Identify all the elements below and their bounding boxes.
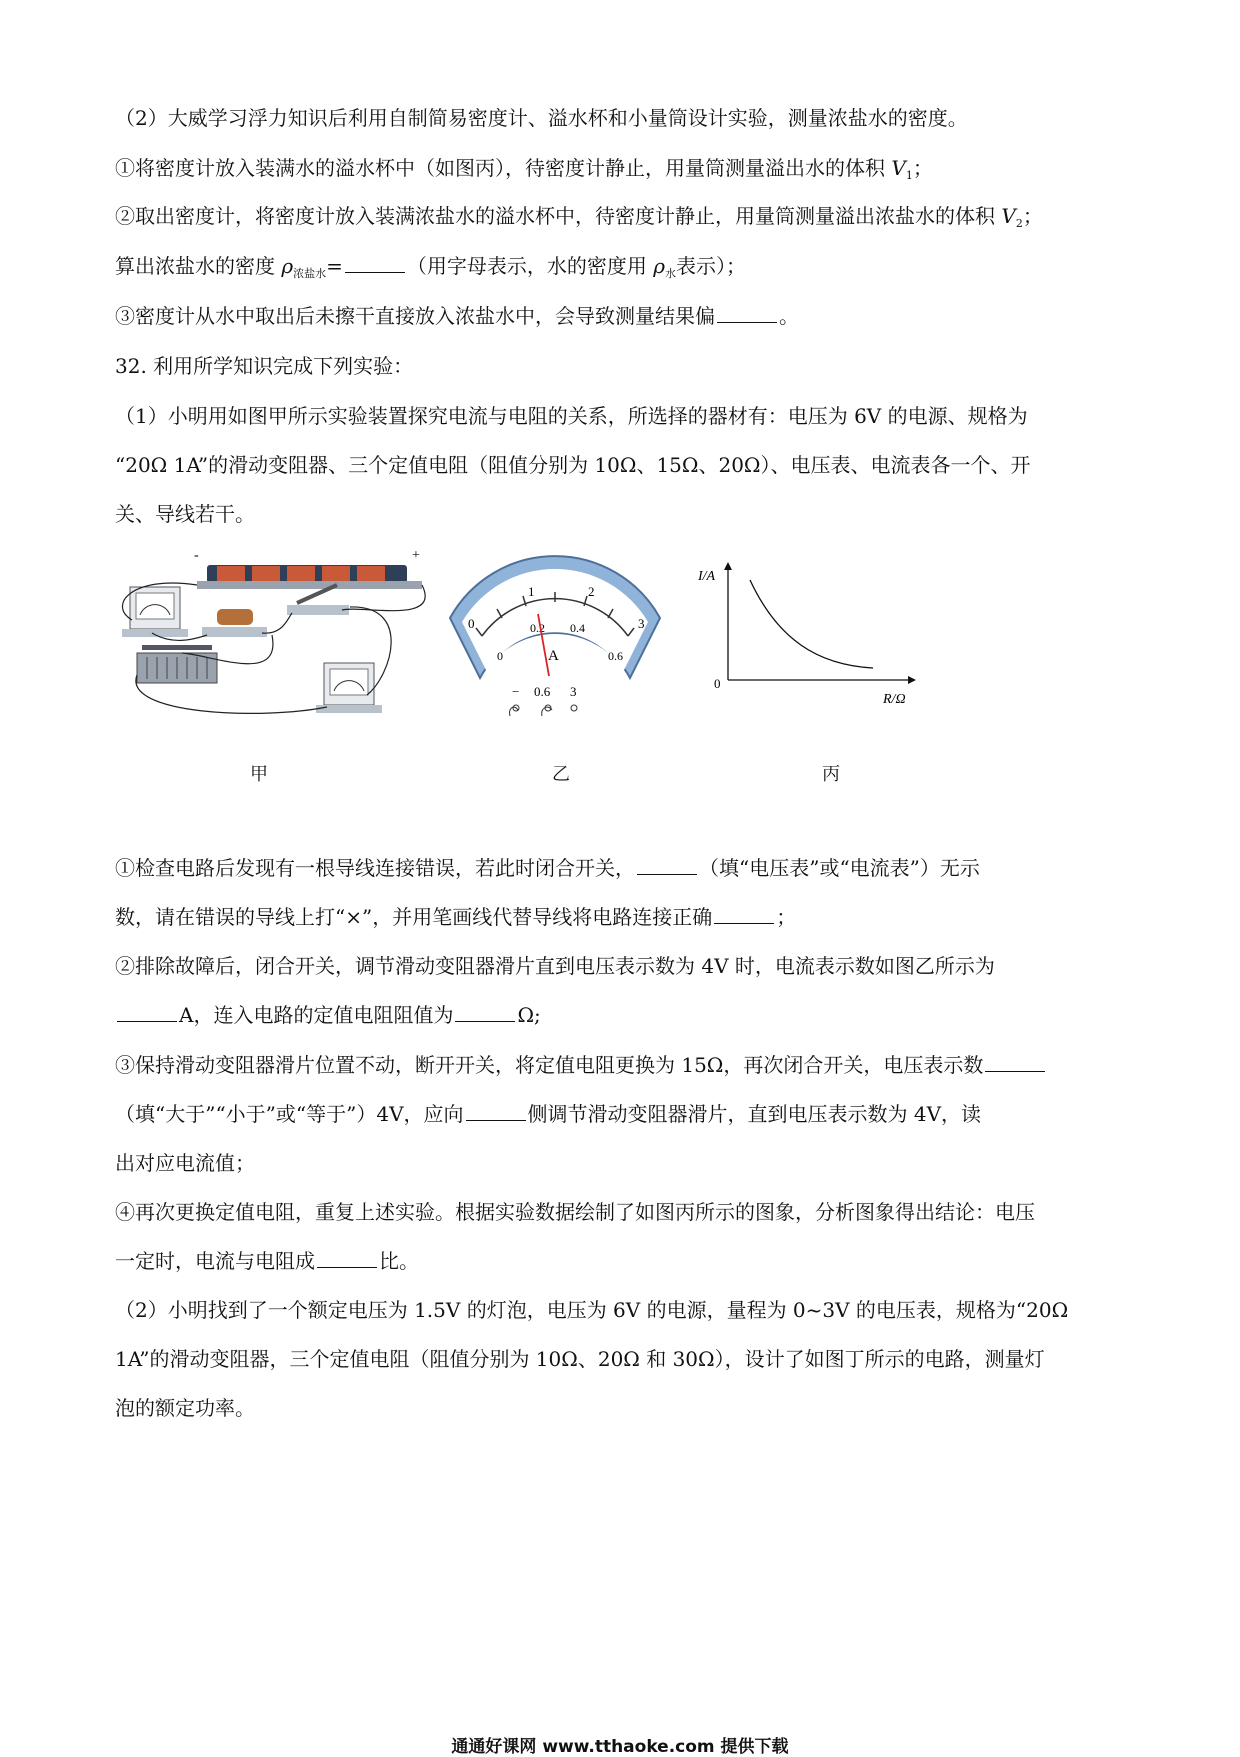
question-32-title: 32. 利用所学知识完成下列实验： <box>115 354 414 378</box>
sub-2-line2: A，连入电路的定值电阻阻值为 Ω; <box>115 1002 541 1028</box>
question-32-2-line3: 泡的额定功率。 <box>115 1396 255 1420</box>
inverse-curve <box>750 580 873 668</box>
sub-3-line2: （填“大于”“小于”或“等于”）4V，应向 侧调节滑动变阻器滑片，直到电压表示数为 4V，读 <box>115 1102 982 1126</box>
answer-blank[interactable] <box>117 1003 177 1022</box>
switch <box>287 585 349 615</box>
top-tick-2: 2 <box>588 584 595 599</box>
ammeter-right <box>316 663 382 713</box>
circuit-apparatus-figure <box>112 545 452 745</box>
bottom-tick-0-2: 0.2 <box>530 621 545 635</box>
step-2-formula: 算出浓盐水的密度 $\rho_{浓盐水}=$ （用字母表示，水的密度用 $\rho_水$表示）； <box>115 254 747 280</box>
bottom-tick-0-6: 0.6 <box>608 649 623 663</box>
top-tick-1: 1 <box>528 584 535 599</box>
answer-blank[interactable] <box>345 254 405 273</box>
terminal-0-6: 0.6 <box>534 684 551 699</box>
bottom-tick-0-4: 0.4 <box>570 621 585 635</box>
terminal-negative: − <box>512 684 520 699</box>
current-resistance-graph <box>688 560 928 710</box>
sub-1-line1: ①检查电路后发现有一根导线连接错误，若此时闭合开关， （填“电压表”或“电流表”）无示 <box>115 856 980 880</box>
step-3: ③密度计从水中取出后未擦干直接放入浓盐水中，会导致测量结果偏 。 <box>115 304 799 328</box>
answer-blank[interactable] <box>466 1102 526 1121</box>
fixed-resistor <box>202 609 267 637</box>
svg-text:-: - <box>194 548 199 563</box>
top-tick-3: 3 <box>638 616 645 631</box>
sub-4-line1: ④再次更换定值电阻，重复上述实验。根据实验数据绘制了如图丙所示的图象，分析图象得出结论：电压 <box>115 1200 1035 1224</box>
caption-jia: 甲 <box>250 764 268 785</box>
question-2-intro: （2）大威学习浮力知识后利用自制简易密度计、溢水杯和小量筒设计实验，测量浓盐水的密度。 <box>115 106 968 130</box>
question-32-2-line1: （2）小明找到了一个额定电压为 1.5V 的灯泡，电压为 6V 的电源，量程为 0~3V 的电压表，规格为“20Ω <box>115 1298 1069 1322</box>
caption-bing: 丙 <box>822 764 840 785</box>
terminal-3: 3 <box>570 684 577 699</box>
sub-2-line1: ②排除故障后，闭合开关，调节滑动变阻器滑片直到电压表示数为 4V 时，电流表示数如图乙所示为 <box>115 954 995 978</box>
question-32-1-line1: （1）小明用如图甲所示实验装置探究电流与电阻的关系，所选择的器材有：电压为 6V 的电源、规格为 <box>115 404 1028 428</box>
svg-text:+: + <box>412 548 420 563</box>
sub-4-line2: 一定时，电流与电阻成 比。 <box>115 1249 419 1273</box>
unit-label: A <box>548 648 559 664</box>
answer-blank[interactable] <box>717 304 777 323</box>
answer-blank[interactable] <box>637 856 697 875</box>
x-axis-label: R/Ω <box>883 692 906 707</box>
answer-blank[interactable] <box>985 1053 1045 1072</box>
step-2: ②取出密度计，将密度计放入装满浓盐水的溢水杯中，待密度计静止，用量筒测量溢出浓盐水的体积 $V_2$； <box>115 204 1043 230</box>
footer-source: 通通好课网 www.tthaoke.com 提供下载 <box>451 1737 789 1757</box>
rheostat <box>137 645 217 683</box>
y-axis-label: I/A <box>698 569 716 584</box>
bottom-tick-0: 0 <box>497 649 503 663</box>
sub-3-line3: 出对应电流值； <box>115 1151 255 1175</box>
sub-1-line2: 数，请在错误的导线上打“×”，并用笔画线代替导线将电路连接正确 ； <box>115 905 797 929</box>
origin-label: 0 <box>714 676 721 691</box>
top-tick-0: 0 <box>468 616 475 631</box>
step-1: ①将密度计放入装满水的溢水杯中（如图丙），待密度计静止，用量筒测量溢出水的体积 $V_1$； <box>115 156 933 182</box>
answer-blank[interactable] <box>714 905 774 924</box>
question-32-1-line2: “20Ω 1A”的滑动变阻器、三个定值电阻（阻值分别为 10Ω、15Ω、20Ω）、电压表、电流表各一个、开 <box>115 453 1031 477</box>
answer-blank[interactable] <box>317 1249 377 1268</box>
question-32-2-line2: 1A”的滑动变阻器，三个定值电阻（阻值分别为 10Ω、20Ω 和 30Ω），设计了如图丁所示的电路，测量灯 <box>115 1347 1045 1371</box>
caption-yi: 乙 <box>552 764 570 785</box>
answer-blank[interactable] <box>455 1003 515 1022</box>
voltmeter-left <box>122 587 188 637</box>
ammeter-dial-figure <box>440 548 670 738</box>
question-32-1-line3: 关、导线若干。 <box>115 502 255 526</box>
sub-3-line1: ③保持滑动变阻器滑片位置不动，断开开关，将定值电阻更换为 15Ω，再次闭合开关，电压表示数 <box>115 1052 1047 1078</box>
